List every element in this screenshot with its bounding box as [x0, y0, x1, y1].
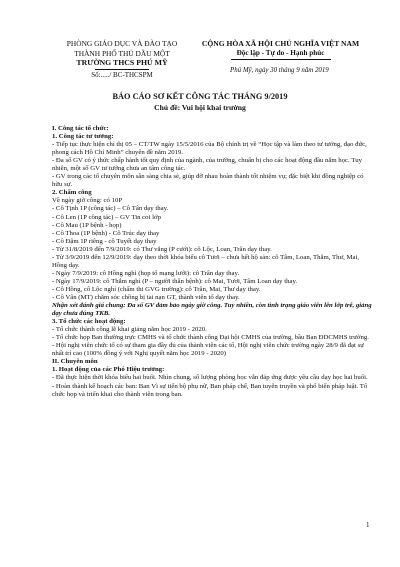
subsection-heading: 1. Hoạt động của các Phó Hiệu trưởng:: [52, 366, 165, 374]
national-motto: Độc lập - Tự do - Hạnh phúc: [236, 48, 325, 57]
list-item: - Từ 31/8/2019 đến 7/9/2019: có Thư vắng (P cưới): cô Lộc, Loan, Trân dạy thay.: [52, 245, 272, 253]
list-item: - Cô Đậm 1P riêng - cô Tuyết dạy thay: [52, 237, 157, 245]
subsection-heading: 2. Chấm công: [52, 189, 92, 197]
list-item: - Cô Mau (1P bệnh - họp): [52, 221, 122, 229]
report-subtitle: Chủ đề: Vui hội khai trường: [154, 103, 246, 112]
list-item: - Cô Thoa (1P bệnh) - Cô Trúc dạy thay: [52, 229, 160, 237]
report-title: BÁO CÁO SƠ KẾT CÔNG TÁC THÁNG 9/2019: [112, 92, 288, 101]
list-item: - Ngày 7/9/2019: cô Hồng nghỉ (họp tổ mạng lưới): cô Trân dạy thay.: [52, 269, 240, 277]
paragraph: - GV trong các tổ chuyên môn sẵn sàng chia sẻ, giúp đỡ nhau hoàn thành tốt nhiệm vụ; đặc biệt khi đồng nghiệp có hữu sự.: [52, 173, 364, 189]
list-item: - Tổ chức họp Ban thường trực CMHS và tổ chức thành công Đại hội CMHS của trường, bầu Ban ĐDCMHS trường.: [52, 334, 369, 342]
paragraph: - Đa số GV có ý thức chấp hành tốt quy định của ngành, của trường, chuẩn bị cho các hoạt động đầu năm học. Tuy nhiên, một số GV tư tưởng chưa an tâm công tác.: [52, 157, 362, 173]
list-item: - Cô Hồng, cô Lộc nghỉ (chấm thi GVG trường): cô Trân, Mai, Thư dạy thay.: [52, 285, 261, 293]
document-date: Phú Mỹ, ngày 30 tháng 9 năm 2019: [230, 67, 329, 74]
header-left-divider: [95, 69, 149, 70]
section-heading: I. Công tác tổ chức:: [52, 125, 109, 132]
list-item: - Hội nghị viên chức tổ có sự tham gia đầy đủ của thành viên các tổ, Hội nghị viên chức trường ngày 28/9 đã đạt sự nhất trí cao (100% đồng ý với Nghị quyết năm học 2019 - 2020): [52, 342, 364, 358]
issuing-agency-header: [52, 39, 192, 80]
subsection-heading: 1. Công tác tư tưởng:: [52, 133, 114, 141]
general-assessment: Nhận xét đánh giá chung: Đa số GV đảm bảo ngày giờ công. Tuy nhiên, còn tình trạng giáo viên lên lớp trễ, giảng dạy chưa đúng TKB.: [52, 302, 372, 318]
paragraph: - Tiếp tục thực hiện chỉ thị 05 – CT/TW ngày 15/5/2016 của Bộ chính trị về “Học tập và làm theo tư tưởng, đạo đức, phong cách Hồ Chí Minh” chuyên đề năm 2019.: [52, 141, 367, 157]
school-name: TRƯỜNG THCS PHÚ MỸ: [76, 58, 168, 68]
subsection-heading: 3. Tổ chức các hoạt động:: [52, 318, 126, 326]
list-item: - Hoàn thành kế hoạch các ban: Ban Vì sự tiến bộ phụ nữ, Ban pháp chế, Ban tuyên truyền và phổ biến pháp luật. Tổ chức họp và triển khai cho thành viên trong ban.: [52, 382, 368, 398]
page-number: 1: [366, 521, 370, 529]
paragraph: Về ngày giờ công: có 10P: [52, 197, 123, 205]
report-body: [52, 125, 374, 399]
list-item: - Cô Tịnh 1P (công tác) – Cô Tân dạy thay.: [52, 205, 169, 213]
ministry-line-2: THÀNH PHỐ THỦ DẦU MỘT: [74, 48, 170, 58]
ministry-line-1: PHÒNG GIÁO DỤC VÀ ĐÀO TẠO: [66, 39, 178, 48]
list-item: - Cô Vân (MT) chăm sóc chồng bị tai nạn GT, thành viên tổ dạy thay.: [52, 293, 240, 301]
section-heading: II. Chuyên môn: [52, 358, 98, 366]
list-item: - Cô Len (1P công tác) – GV Tin coi lớp: [52, 213, 161, 221]
national-header: [198, 39, 363, 60]
list-item: - Từ 3/9/2019 đến 12/9/2019: dạy theo thời khóa biểu cô Tươi – chưa hết hộ sản: cô Tâm, Loan, Thắm, Thư, Mai, Hồng dạy.: [52, 253, 360, 269]
header-right-divider: [231, 59, 331, 60]
nation-name: CỘNG HÒA XÃ HỘI CHỦ NGHĨA VIỆT NAM: [201, 39, 360, 48]
document-number: Số:...../ BC-THCSPM: [91, 70, 153, 79]
list-item: - Ngày 17/9/2019: cô Thắm nghỉ (P – người thân bệnh): cô Mai, Tươi, Tâm Loan dạy thay.: [52, 277, 298, 285]
list-item: - Tổ chức thành công lễ khai giảng năm học 2019 - 2020.: [52, 326, 207, 334]
list-item: - Đã thực hiện thời khóa biểu hai buổi. Nhìn chung, số lượng phòng học vẫn đáp ứng được yêu cầu dạy học hai buổi.: [52, 374, 368, 382]
